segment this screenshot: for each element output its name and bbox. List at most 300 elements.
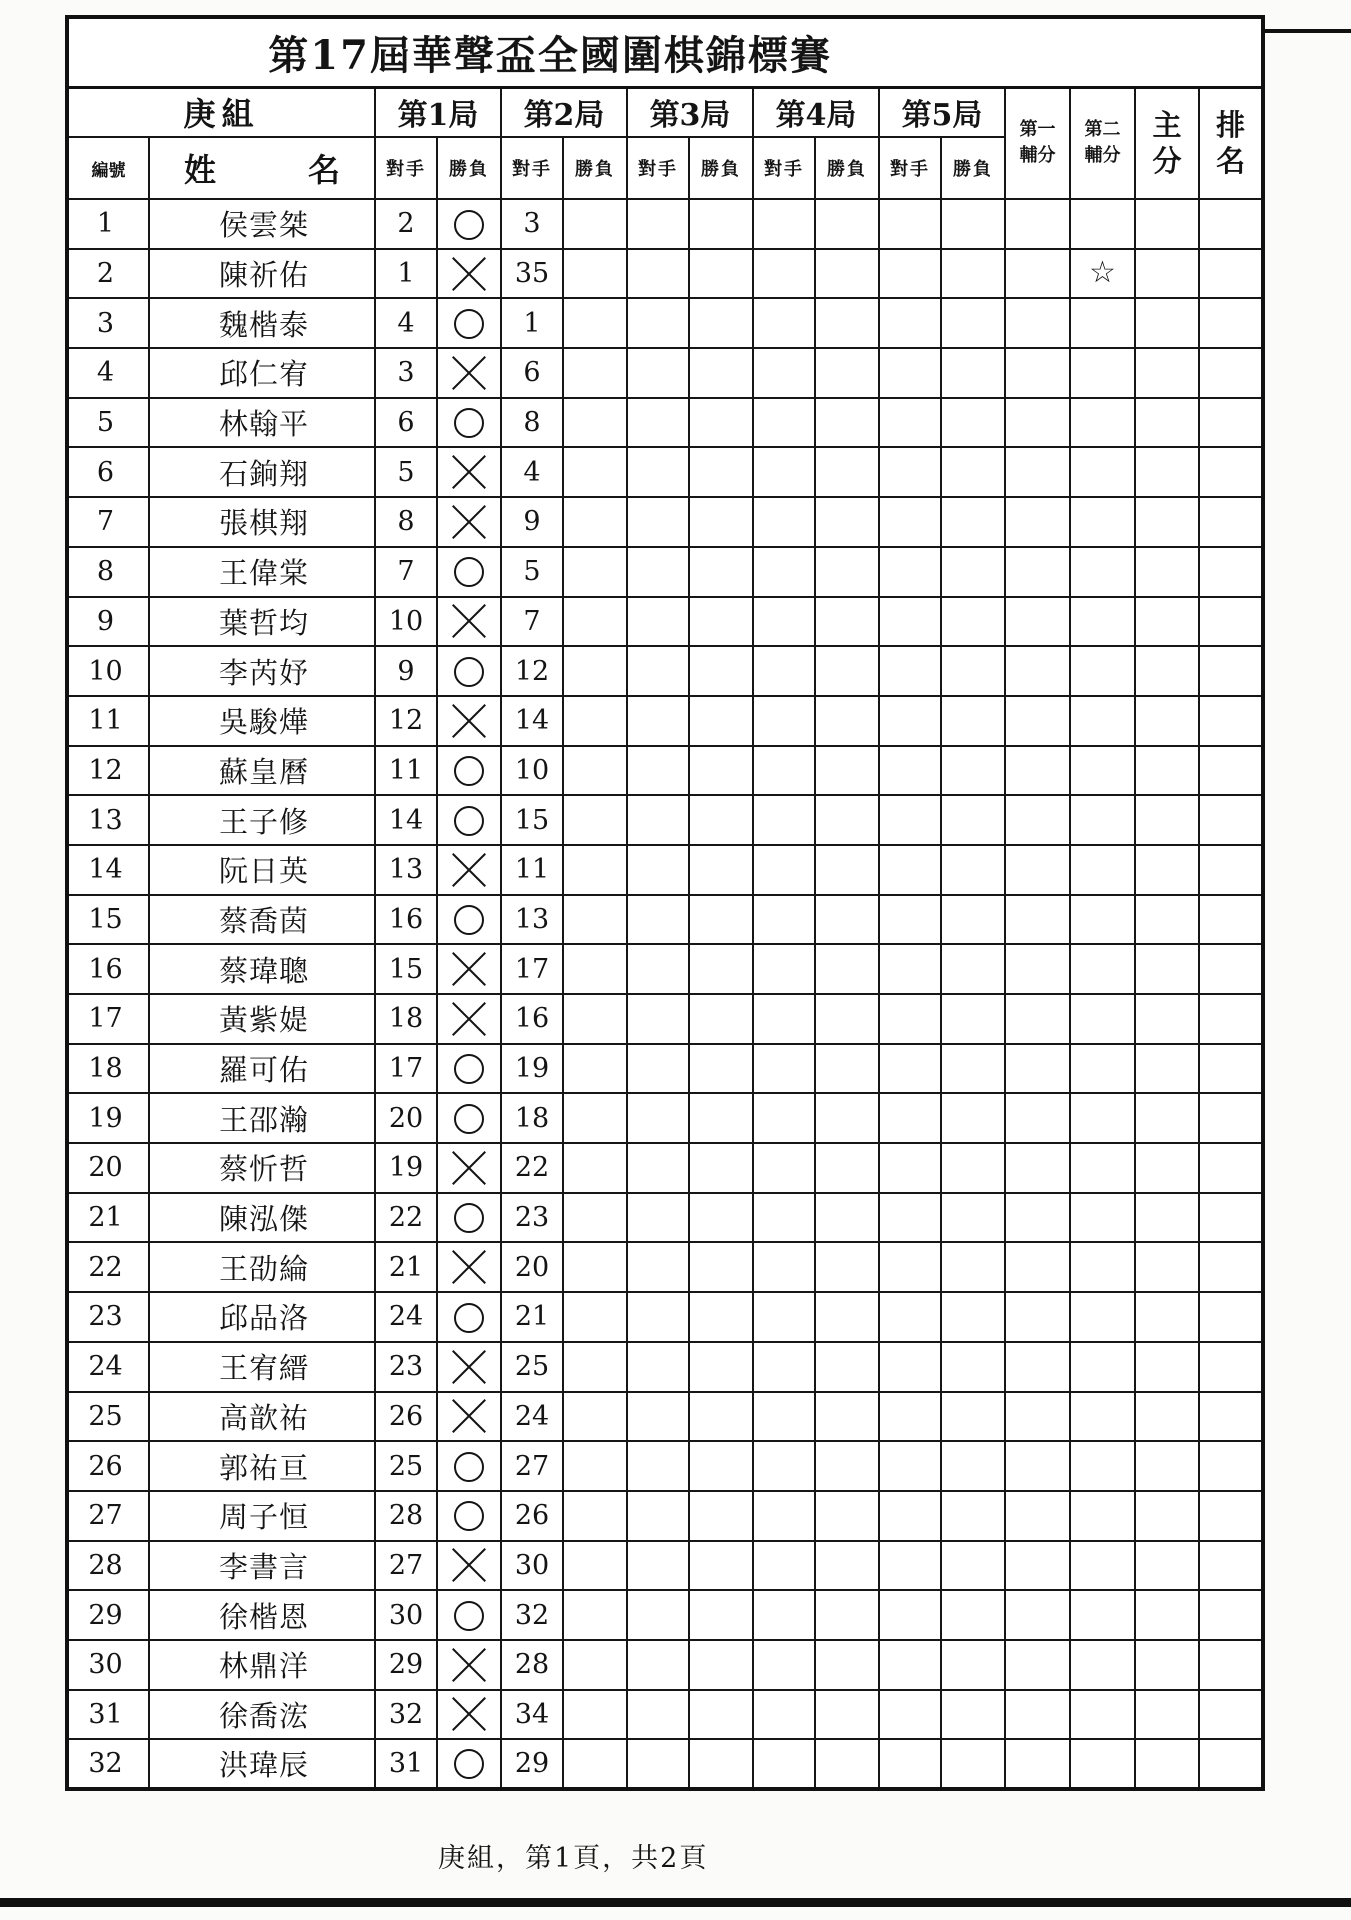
rank-cell (1199, 249, 1263, 299)
aux2-score-cell (1070, 547, 1135, 597)
round1-opponent-cell: 8 (375, 497, 437, 547)
round5-opponent-cell (879, 298, 941, 348)
player-name-cell: 徐喬浤 (149, 1690, 375, 1740)
round5-opponent-cell (879, 597, 941, 647)
round2-opponent-cell: 16 (501, 994, 563, 1044)
round4-result-cell (815, 696, 879, 746)
round5-opponent-cell (879, 348, 941, 398)
round3-result-cell (689, 1044, 753, 1094)
round4-result-cell (815, 1292, 879, 1342)
round4-opponent-cell (753, 447, 815, 497)
round1-opponent-cell: 7 (375, 547, 437, 597)
player-no-cell: 8 (67, 547, 149, 597)
round2-result-cell (563, 1193, 627, 1243)
round1-opponent-cell: 25 (375, 1441, 437, 1491)
round1-opponent-cell: 31 (375, 1739, 437, 1789)
win-circle-icon (454, 1501, 484, 1531)
round1-opponent-cell: 17 (375, 1044, 437, 1094)
round1-result-cell (437, 1690, 501, 1740)
round1-result-cell (437, 944, 501, 994)
round1-opponent-cell: 2 (375, 199, 437, 249)
round5-opponent-cell (879, 1541, 941, 1591)
aux2-score-cell (1070, 447, 1135, 497)
player-row (67, 1193, 1263, 1243)
round3-opponent-cell (627, 1292, 689, 1342)
loss-cross-icon (452, 853, 486, 887)
aux2-score-cell (1070, 845, 1135, 895)
round3-result-cell (689, 1491, 753, 1541)
round3-opponent-cell (627, 1739, 689, 1789)
main-score-cell (1135, 895, 1199, 945)
player-row (67, 1640, 1263, 1690)
round2-result-cell (563, 696, 627, 746)
round3-result-cell (689, 1690, 753, 1740)
round4-opponent-cell (753, 1044, 815, 1094)
player-name-cell: 侯雲桀 (149, 199, 375, 249)
round5-result-cell (941, 795, 1005, 845)
main-score-cell (1135, 1491, 1199, 1541)
round1-result-header: 勝負 (437, 137, 501, 199)
round5-result-cell (941, 547, 1005, 597)
aux2-score-cell (1070, 646, 1135, 696)
round3-result-cell (689, 447, 753, 497)
player-row (67, 597, 1263, 647)
player-row (67, 1044, 1263, 1094)
round2-opponent-cell: 7 (501, 597, 563, 647)
main-score-cell (1135, 1392, 1199, 1442)
loss-cross-icon (452, 1350, 486, 1384)
rank-cell (1199, 994, 1263, 1044)
round5-opponent-cell (879, 696, 941, 746)
win-circle-icon (454, 408, 484, 438)
round1-header: 第1局 (375, 87, 501, 137)
aux2-score-cell (1070, 1590, 1135, 1640)
round2-result-cell (563, 249, 627, 299)
player-name-cell: 阮日英 (149, 845, 375, 895)
round4-result-cell (815, 1093, 879, 1143)
aux2-score-cell (1070, 298, 1135, 348)
round1-result-cell (437, 447, 501, 497)
aux1-score-cell (1005, 1292, 1070, 1342)
player-row (67, 398, 1263, 448)
rank-cell (1199, 1392, 1263, 1442)
win-circle-icon (454, 1303, 484, 1333)
round5-opponent-cell (879, 199, 941, 249)
aux1-score-cell (1005, 1491, 1070, 1541)
main-score-cell (1135, 1292, 1199, 1342)
round5-opponent-cell (879, 398, 941, 448)
main-score-cell (1135, 994, 1199, 1044)
aux1-score-cell (1005, 1640, 1070, 1690)
round4-opponent-cell (753, 1392, 815, 1442)
aux2-score-cell (1070, 1392, 1135, 1442)
aux1-score-cell (1005, 1143, 1070, 1193)
round1-result-cell (437, 199, 501, 249)
round1-result-cell (437, 1541, 501, 1591)
main-score-cell (1135, 1093, 1199, 1143)
player-name-cell: 邱仁宥 (149, 348, 375, 398)
round3-result-cell (689, 1392, 753, 1442)
round3-result-cell (689, 1541, 753, 1591)
round5-opponent-cell (879, 249, 941, 299)
round5-opponent-cell (879, 895, 941, 945)
round2-opponent-cell: 11 (501, 845, 563, 895)
aux1-score-cell (1005, 1193, 1070, 1243)
round3-result-cell (689, 696, 753, 746)
round2-opponent-cell: 5 (501, 547, 563, 597)
main-score-header: 主 分 (1135, 87, 1199, 199)
round4-opponent-header: 對手 (753, 137, 815, 199)
round2-opponent-cell: 3 (501, 199, 563, 249)
round3-result-header: 勝負 (689, 137, 753, 199)
main-score-cell (1135, 298, 1199, 348)
round1-result-cell (437, 1143, 501, 1193)
round5-opponent-cell (879, 845, 941, 895)
round4-opponent-cell (753, 1292, 815, 1342)
round5-result-cell (941, 944, 1005, 994)
round3-opponent-cell (627, 1491, 689, 1541)
round5-result-cell (941, 1044, 1005, 1094)
rank-cell (1199, 1342, 1263, 1392)
aux2-score-cell (1070, 1292, 1135, 1342)
aux1-score-cell (1005, 696, 1070, 746)
round3-result-cell (689, 1640, 753, 1690)
aux1-score-cell (1005, 1242, 1070, 1292)
round2-opponent-cell: 4 (501, 447, 563, 497)
round2-result-cell (563, 199, 627, 249)
win-circle-icon (454, 657, 484, 687)
round1-result-cell (437, 597, 501, 647)
aux1-score-cell (1005, 398, 1070, 448)
round4-opponent-cell (753, 1193, 815, 1243)
round2-opponent-cell: 12 (501, 646, 563, 696)
main-score-cell (1135, 845, 1199, 895)
round4-result-cell (815, 1690, 879, 1740)
round2-opponent-cell: 14 (501, 696, 563, 746)
round5-result-header: 勝負 (941, 137, 1005, 199)
round1-result-cell (437, 845, 501, 895)
round1-opponent-cell: 13 (375, 845, 437, 895)
player-row (67, 944, 1263, 994)
main-score-cell (1135, 447, 1199, 497)
aux1-score-cell (1005, 1342, 1070, 1392)
player-row (67, 1342, 1263, 1392)
round2-result-cell (563, 1392, 627, 1442)
round4-result-cell (815, 1541, 879, 1591)
player-no-cell: 14 (67, 845, 149, 895)
player-name-cell: 高歆祐 (149, 1392, 375, 1442)
player-no-cell: 32 (67, 1739, 149, 1789)
round3-result-cell (689, 1739, 753, 1789)
rank-cell (1199, 497, 1263, 547)
round3-opponent-cell (627, 398, 689, 448)
round2-result-cell (563, 348, 627, 398)
round2-result-cell (563, 447, 627, 497)
aux1-score-cell (1005, 994, 1070, 1044)
aux2-score-cell (1070, 1541, 1135, 1591)
round1-opponent-cell: 23 (375, 1342, 437, 1392)
player-row (67, 795, 1263, 845)
aux2-score-cell (1070, 994, 1135, 1044)
player-no-cell: 31 (67, 1690, 149, 1740)
aux1-score-cell (1005, 1690, 1070, 1740)
main-score-cell (1135, 497, 1199, 547)
round3-opponent-cell (627, 348, 689, 398)
loss-cross-icon (452, 356, 486, 390)
round1-result-cell (437, 398, 501, 448)
round3-result-cell (689, 845, 753, 895)
round3-opponent-cell (627, 1143, 689, 1193)
rank-cell (1199, 398, 1263, 448)
loss-cross-icon (452, 952, 486, 986)
round5-result-cell (941, 1242, 1005, 1292)
round2-result-cell (563, 795, 627, 845)
round4-opponent-cell (753, 199, 815, 249)
round5-opponent-cell (879, 1093, 941, 1143)
player-no-cell: 24 (67, 1342, 149, 1392)
aux2-score-cell (1070, 1242, 1135, 1292)
main-score-cell (1135, 1143, 1199, 1193)
main-score-cell (1135, 1690, 1199, 1740)
main-score-cell (1135, 547, 1199, 597)
round3-result-cell (689, 597, 753, 647)
name-column-header: 姓 名 (149, 137, 375, 199)
round3-opponent-cell (627, 895, 689, 945)
aux1-score-cell (1005, 497, 1070, 547)
player-row (67, 1093, 1263, 1143)
round3-opponent-header: 對手 (627, 137, 689, 199)
round2-result-cell (563, 646, 627, 696)
round5-opponent-cell (879, 1292, 941, 1342)
main-score-cell (1135, 1541, 1199, 1591)
player-no-cell: 6 (67, 447, 149, 497)
round1-opponent-cell: 29 (375, 1640, 437, 1690)
round5-result-cell (941, 895, 1005, 945)
rank-cell (1199, 1143, 1263, 1193)
round4-result-cell (815, 994, 879, 1044)
title-cell (67, 17, 1263, 87)
round1-opponent-cell: 32 (375, 1690, 437, 1740)
round4-result-cell (815, 497, 879, 547)
star-icon: ☆ (1089, 255, 1116, 291)
aux2-score-cell (1070, 895, 1135, 945)
round2-result-cell (563, 1640, 627, 1690)
round5-result-cell (941, 1739, 1005, 1789)
player-row (67, 845, 1263, 895)
player-no-cell: 3 (67, 298, 149, 348)
win-circle-icon (454, 1749, 484, 1779)
aux2-score-cell (1070, 1143, 1135, 1193)
round2-result-cell (563, 1739, 627, 1789)
player-no-cell: 1 (67, 199, 149, 249)
round3-opponent-cell (627, 1193, 689, 1243)
player-no-cell: 13 (67, 795, 149, 845)
round5-opponent-cell (879, 1690, 941, 1740)
player-name-cell: 王劭綸 (149, 1242, 375, 1292)
player-name-cell: 吳駿燁 (149, 696, 375, 746)
group-cell (67, 87, 375, 137)
aux2-score-cell (1070, 1640, 1135, 1690)
round3-opponent-cell (627, 1392, 689, 1442)
round1-opponent-cell: 1 (375, 249, 437, 299)
round3-opponent-cell (627, 547, 689, 597)
scan-artifact-bottom-bar (0, 1898, 1351, 1907)
main-score-cell (1135, 249, 1199, 299)
round1-result-cell (437, 1342, 501, 1392)
player-row (67, 1541, 1263, 1591)
round2-opponent-cell: 22 (501, 1143, 563, 1193)
round5-opponent-cell (879, 746, 941, 796)
player-name-cell: 蔡喬茵 (149, 895, 375, 945)
round2-result-cell (563, 1441, 627, 1491)
round3-result-cell (689, 1292, 753, 1342)
round5-result-cell (941, 348, 1005, 398)
round3-result-cell (689, 398, 753, 448)
loss-cross-icon (452, 505, 486, 539)
player-name-cell: 洪瑋辰 (149, 1739, 375, 1789)
round3-header: 第3局 (627, 87, 753, 137)
round5-opponent-cell (879, 1044, 941, 1094)
group-label: 庚組 (183, 95, 260, 134)
round4-opponent-cell (753, 597, 815, 647)
main-score-cell (1135, 1640, 1199, 1690)
round4-result-cell (815, 1242, 879, 1292)
round1-opponent-cell: 12 (375, 696, 437, 746)
aux1-score-cell (1005, 895, 1070, 945)
aux2-score-cell (1070, 746, 1135, 796)
round3-result-cell (689, 1093, 753, 1143)
loss-cross-icon (452, 1151, 486, 1185)
round2-opponent-cell: 8 (501, 398, 563, 448)
round2-opponent-header: 對手 (501, 137, 563, 199)
round3-opponent-cell (627, 1044, 689, 1094)
round4-result-cell (815, 1441, 879, 1491)
loss-cross-icon (452, 604, 486, 638)
main-score-cell (1135, 1044, 1199, 1094)
aux1-score-cell (1005, 547, 1070, 597)
rank-header: 排 名 (1199, 87, 1263, 199)
player-no-cell: 26 (67, 1441, 149, 1491)
round2-result-cell (563, 1242, 627, 1292)
player-name-cell: 張棋翔 (149, 497, 375, 547)
round5-opponent-cell (879, 1392, 941, 1442)
loss-cross-icon (452, 1399, 486, 1433)
player-row (67, 746, 1263, 796)
rank-cell (1199, 298, 1263, 348)
rank-cell (1199, 1541, 1263, 1591)
aux1-score-cell (1005, 348, 1070, 398)
round5-result-cell (941, 249, 1005, 299)
page-footer: 庚組，第1頁，共2頁 (438, 1843, 709, 1874)
aux1-score-cell (1005, 1093, 1070, 1143)
rank-cell (1199, 547, 1263, 597)
group-header-row (67, 87, 1263, 137)
aux2-score-cell (1070, 1093, 1135, 1143)
player-name-cell: 石銄翔 (149, 447, 375, 497)
player-no-cell: 16 (67, 944, 149, 994)
round2-opponent-cell: 27 (501, 1441, 563, 1491)
round4-opponent-cell (753, 249, 815, 299)
round5-result-cell (941, 1193, 1005, 1243)
round2-result-cell (563, 597, 627, 647)
aux1-score-cell (1005, 249, 1070, 299)
players-tbody (67, 199, 1263, 1789)
player-no-cell: 15 (67, 895, 149, 945)
round4-opponent-cell (753, 1541, 815, 1591)
round4-opponent-cell (753, 398, 815, 448)
round2-result-cell (563, 994, 627, 1044)
round2-opponent-cell: 35 (501, 249, 563, 299)
round5-result-cell (941, 1441, 1005, 1491)
round5-result-cell (941, 746, 1005, 796)
round2-result-cell (563, 1491, 627, 1541)
round4-result-cell (815, 795, 879, 845)
round5-result-cell (941, 994, 1005, 1044)
round1-opponent-cell: 15 (375, 944, 437, 994)
round3-opponent-cell (627, 1242, 689, 1292)
round4-result-cell (815, 1491, 879, 1541)
round1-opponent-cell: 19 (375, 1143, 437, 1193)
round5-result-cell (941, 1093, 1005, 1143)
round4-opponent-cell (753, 646, 815, 696)
player-row (67, 249, 1263, 299)
round3-result-cell (689, 1193, 753, 1243)
player-row (67, 994, 1263, 1044)
loss-cross-icon (452, 1697, 486, 1731)
round2-opponent-cell: 29 (501, 1739, 563, 1789)
round1-result-cell (437, 1292, 501, 1342)
aux2-header: 第二 輔分 (1070, 87, 1135, 199)
aux1-score-cell (1005, 1441, 1070, 1491)
aux2-score-cell (1070, 398, 1135, 448)
player-name-cell: 黃紫媞 (149, 994, 375, 1044)
main-score-cell (1135, 1342, 1199, 1392)
round4-opponent-cell (753, 696, 815, 746)
player-row (67, 1739, 1263, 1789)
round3-opponent-cell (627, 696, 689, 746)
aux1-score-cell (1005, 199, 1070, 249)
round2-result-cell (563, 398, 627, 448)
round5-opponent-cell (879, 795, 941, 845)
aux2-score-cell (1070, 199, 1135, 249)
rank-cell (1199, 1093, 1263, 1143)
player-name-cell: 徐楷恩 (149, 1590, 375, 1640)
round2-result-cell (563, 845, 627, 895)
round5-result-cell (941, 1392, 1005, 1442)
player-no-cell: 22 (67, 1242, 149, 1292)
round3-result-cell (689, 1441, 753, 1491)
round3-opponent-cell (627, 497, 689, 547)
aux2-score-cell (1070, 1690, 1135, 1740)
round4-result-cell (815, 746, 879, 796)
player-row (67, 895, 1263, 945)
player-row (67, 298, 1263, 348)
round4-opponent-cell (753, 547, 815, 597)
round4-opponent-cell (753, 497, 815, 547)
round2-opponent-cell: 18 (501, 1093, 563, 1143)
round5-result-cell (941, 597, 1005, 647)
round4-result-cell (815, 895, 879, 945)
round5-result-cell (941, 1541, 1005, 1591)
round4-opponent-cell (753, 1491, 815, 1541)
round3-result-cell (689, 994, 753, 1044)
round5-result-cell (941, 845, 1005, 895)
round3-result-cell (689, 1590, 753, 1640)
round1-result-cell (437, 348, 501, 398)
round2-opponent-cell: 26 (501, 1491, 563, 1541)
aux1-score-cell (1005, 746, 1070, 796)
rank-cell (1199, 944, 1263, 994)
